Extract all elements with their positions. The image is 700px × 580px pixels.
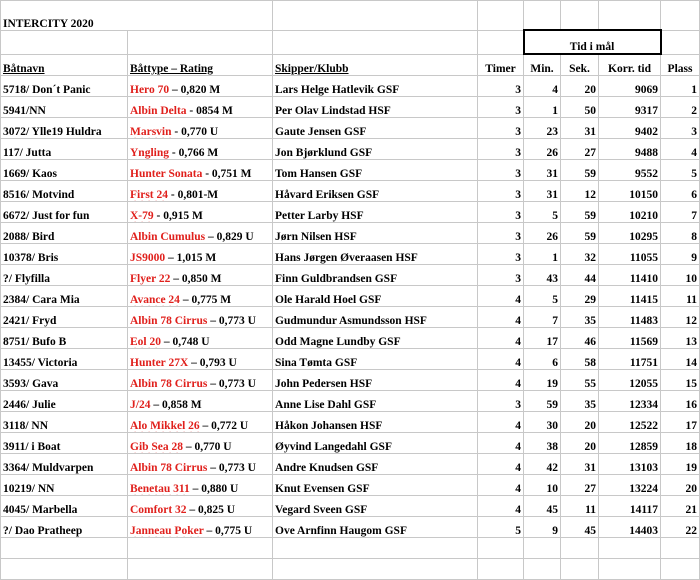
- col-header-baattype[interactable]: [128, 54, 273, 76]
- boat-rating: - 0,915 M: [153, 210, 203, 222]
- boat-type-cell[interactable]: [128, 286, 273, 307]
- plass-cell[interactable]: 7: [661, 202, 700, 223]
- col-header-plass[interactable]: Plass: [661, 54, 700, 76]
- min-cell[interactable]: 42: [524, 454, 561, 475]
- skipper-cell[interactable]: Håkon Johansen HSF: [273, 412, 478, 433]
- boat-type-cell[interactable]: [128, 244, 273, 265]
- plass-cell[interactable]: 5: [661, 160, 700, 181]
- timer-cell[interactable]: 3: [478, 391, 524, 412]
- cell[interactable]: [478, 559, 524, 580]
- cell[interactable]: [661, 30, 700, 54]
- sek-cell[interactable]: 31: [561, 454, 599, 475]
- skipper-cell[interactable]: Anne Lise Dahl GSF: [273, 391, 478, 412]
- sek-cell[interactable]: 20: [561, 412, 599, 433]
- timer-cell[interactable]: 3: [478, 244, 524, 265]
- skipper-cell[interactable]: Jørn Nilsen HSF: [273, 223, 478, 244]
- plass-cell[interactable]: 9: [661, 244, 700, 265]
- boat-type-name: Yngling: [130, 147, 169, 159]
- plass-cell[interactable]: 11: [661, 286, 700, 307]
- min-cell[interactable]: 31: [524, 181, 561, 202]
- cell[interactable]: [599, 1, 661, 31]
- boat-name-cell[interactable]: 3118/ NN: [1, 412, 128, 433]
- boat-type-cell[interactable]: [128, 181, 273, 202]
- boat-type-cell[interactable]: [128, 76, 273, 97]
- table-row: [1, 265, 700, 286]
- korr-tid-cell[interactable]: 11569: [599, 328, 661, 349]
- korr-tid-cell[interactable]: 10150: [599, 181, 661, 202]
- boat-type-cell[interactable]: [128, 496, 273, 517]
- boat-type-cell[interactable]: [128, 475, 273, 496]
- boat-rating: - 0,801-M: [168, 189, 219, 201]
- timer-cell[interactable]: 3: [478, 76, 524, 97]
- boat-name-cell[interactable]: 2384/ Cara Mia: [1, 286, 128, 307]
- plass-cell[interactable]: 22: [661, 517, 700, 538]
- min-cell[interactable]: 1: [524, 244, 561, 265]
- boat-rating: – 0,820 M: [169, 84, 221, 96]
- boat-type-name: Hunter 27X: [130, 357, 189, 369]
- cell[interactable]: [273, 30, 478, 54]
- cell[interactable]: [1, 559, 128, 580]
- skipper-cell[interactable]: Finn Guldbrandsen GSF: [273, 265, 478, 286]
- boat-type-cell[interactable]: [128, 307, 273, 328]
- skipper-cell[interactable]: Ove Arnfinn Haugom GSF: [273, 517, 478, 538]
- boat-name-cell[interactable]: 3593/ Gava: [1, 370, 128, 391]
- plass-cell[interactable]: 1: [661, 76, 700, 97]
- korr-tid-cell[interactable]: 11483: [599, 307, 661, 328]
- cell[interactable]: [561, 559, 599, 580]
- table-row: [1, 328, 700, 349]
- sek-cell[interactable]: 35: [561, 391, 599, 412]
- boat-name-cell[interactable]: 5718/ Don´t Panic: [1, 76, 128, 97]
- table-row: [1, 307, 700, 328]
- plass-cell[interactable]: 14: [661, 349, 700, 370]
- boat-type-name: JS9000: [130, 252, 166, 264]
- min-cell[interactable]: 19: [524, 370, 561, 391]
- skipper-cell[interactable]: John Pedersen HSF: [273, 370, 478, 391]
- boat-type-name: Hero 70: [130, 84, 170, 96]
- col-header-baatnavn[interactable]: [1, 54, 128, 76]
- sek-cell[interactable]: 59: [561, 160, 599, 181]
- timer-cell[interactable]: 3: [478, 223, 524, 244]
- min-cell[interactable]: 6: [524, 349, 561, 370]
- plass-cell[interactable]: 17: [661, 412, 700, 433]
- timer-cell[interactable]: 3: [478, 202, 524, 223]
- plass-cell[interactable]: 16: [661, 391, 700, 412]
- sek-cell[interactable]: 20: [561, 433, 599, 454]
- boat-type-cell[interactable]: [128, 328, 273, 349]
- boat-name-cell[interactable]: 2421/ Fryd: [1, 307, 128, 328]
- boat-name-cell[interactable]: 10219/ NN: [1, 475, 128, 496]
- boat-rating: – 0,775 U: [203, 525, 253, 537]
- cell[interactable]: [599, 538, 661, 559]
- korr-tid-cell[interactable]: 14403: [599, 517, 661, 538]
- boat-name-cell[interactable]: ?/ Dao Pratheep: [1, 517, 128, 538]
- boat-rating: – 0,770 U: [183, 441, 232, 453]
- boat-type-name: Alo Mikkel 26: [130, 420, 200, 432]
- boat-rating: - 0,770 U: [171, 126, 219, 138]
- table-row: [1, 475, 700, 496]
- cell[interactable]: [128, 30, 273, 54]
- table-row: [1, 244, 700, 265]
- timer-cell[interactable]: 4: [478, 328, 524, 349]
- sek-cell[interactable]: 12: [561, 181, 599, 202]
- table-row: [1, 370, 700, 391]
- boat-type-cell[interactable]: [128, 223, 273, 244]
- empty-row: [1, 538, 700, 559]
- korr-tid-cell[interactable]: 9552: [599, 160, 661, 181]
- boat-type-name: Comfort 32: [130, 504, 187, 516]
- boat-name-cell[interactable]: 8751/ Bufo B: [1, 328, 128, 349]
- boat-rating: – 0,829 U: [205, 231, 254, 243]
- sek-cell[interactable]: 59: [561, 202, 599, 223]
- korr-tid-cell[interactable]: 13103: [599, 454, 661, 475]
- boat-name-cell[interactable]: 2088/ Bird: [1, 223, 128, 244]
- cell[interactable]: [1, 538, 128, 559]
- timer-cell[interactable]: 3: [478, 160, 524, 181]
- boat-name-cell[interactable]: 10378/ Bris: [1, 244, 128, 265]
- boat-name-cell[interactable]: 2446/ Julie: [1, 391, 128, 412]
- min-cell[interactable]: 45: [524, 496, 561, 517]
- korr-tid-cell[interactable]: 9488: [599, 139, 661, 160]
- plass-cell[interactable]: 20: [661, 475, 700, 496]
- skipper-cell[interactable]: Jon Bjørklund GSF: [273, 139, 478, 160]
- table-row: [1, 496, 700, 517]
- korr-tid-cell[interactable]: 9402: [599, 118, 661, 139]
- cell[interactable]: [478, 538, 524, 559]
- boat-name-cell[interactable]: 5941/NN: [1, 97, 128, 118]
- min-cell[interactable]: 26: [524, 139, 561, 160]
- min-cell[interactable]: 7: [524, 307, 561, 328]
- boat-type-cell[interactable]: [128, 139, 273, 160]
- boat-type-name: X-79: [130, 210, 154, 222]
- timer-cell[interactable]: 4: [478, 475, 524, 496]
- boat-rating: – 0,858 M: [150, 399, 202, 411]
- plass-cell[interactable]: 6: [661, 181, 700, 202]
- cell[interactable]: [561, 1, 599, 31]
- boat-rating: - 0,766 M: [169, 147, 219, 159]
- boat-rating: – 0,793 U: [188, 357, 237, 369]
- boat-name-cell[interactable]: 3364/ Muldvarpen: [1, 454, 128, 475]
- korr-tid-cell[interactable]: 10210: [599, 202, 661, 223]
- boat-type-name: J/24: [130, 399, 151, 411]
- boat-name-cell[interactable]: 13455/ Victoria: [1, 349, 128, 370]
- sek-cell[interactable]: 46: [561, 328, 599, 349]
- timer-cell[interactable]: 4: [478, 433, 524, 454]
- empty-row: [1, 559, 700, 580]
- boat-name-cell[interactable]: 3072/ Ylle19 Huldra: [1, 118, 128, 139]
- plass-cell[interactable]: 10: [661, 265, 700, 286]
- korr-tid-cell[interactable]: 12522: [599, 412, 661, 433]
- min-cell[interactable]: 4: [524, 76, 561, 97]
- cell[interactable]: [524, 559, 561, 580]
- boat-type-cell[interactable]: [128, 391, 273, 412]
- timer-cell[interactable]: 4: [478, 286, 524, 307]
- min-cell[interactable]: 26: [524, 223, 561, 244]
- skipper-cell[interactable]: Odd Magne Lundby GSF: [273, 328, 478, 349]
- boat-type-name: Avance 24: [130, 294, 180, 306]
- boat-rating: – 0,850 M: [170, 273, 222, 285]
- table-row: [1, 349, 700, 370]
- boat-type-cell[interactable]: [128, 433, 273, 454]
- min-cell[interactable]: 17: [524, 328, 561, 349]
- sek-cell[interactable]: 29: [561, 286, 599, 307]
- skipper-cell[interactable]: Lars Helge Hatlevik GSF: [273, 76, 478, 97]
- cell[interactable]: [661, 1, 700, 31]
- sek-cell[interactable]: 31: [561, 118, 599, 139]
- boat-type-name: Gib Sea 28: [130, 441, 184, 453]
- min-cell[interactable]: 59: [524, 391, 561, 412]
- boat-rating: - 0,751 M: [202, 168, 252, 180]
- skipper-cell[interactable]: Sina Tømta GSF: [273, 349, 478, 370]
- sek-cell[interactable]: 50: [561, 97, 599, 118]
- min-cell[interactable]: 5: [524, 202, 561, 223]
- boat-type-cell[interactable]: [128, 265, 273, 286]
- korr-tid-cell[interactable]: 9317: [599, 97, 661, 118]
- korr-tid-cell[interactable]: 11415: [599, 286, 661, 307]
- min-cell[interactable]: 9: [524, 517, 561, 538]
- skipper-cell[interactable]: Gaute Jensen GSF: [273, 118, 478, 139]
- korr-tid-cell[interactable]: 13224: [599, 475, 661, 496]
- cell[interactable]: [599, 559, 661, 580]
- col-header-timer[interactable]: Timer: [478, 54, 524, 76]
- boat-rating: - 0854 M: [186, 105, 233, 117]
- boat-rating: – 0,880 U: [189, 483, 239, 495]
- korr-tid-cell[interactable]: 11410: [599, 265, 661, 286]
- table-row: [1, 76, 700, 97]
- timer-cell[interactable]: 4: [478, 370, 524, 391]
- boat-type-cell[interactable]: [128, 454, 273, 475]
- boat-rating: – 0,772 U: [199, 420, 249, 432]
- boat-type-name: Albin 78 Cirrus: [130, 378, 208, 390]
- korr-tid-cell[interactable]: 12859: [599, 433, 661, 454]
- cell[interactable]: [1, 30, 128, 54]
- korr-tid-cell[interactable]: 10295: [599, 223, 661, 244]
- header-row: [1, 54, 700, 76]
- plass-cell[interactable]: 3: [661, 118, 700, 139]
- boat-type-name: Albin 78 Cirrus: [130, 315, 208, 327]
- table-row: [1, 223, 700, 244]
- cell[interactable]: [661, 538, 700, 559]
- boat-name-cell[interactable]: 117/ Jutta: [1, 139, 128, 160]
- sek-cell[interactable]: 35: [561, 307, 599, 328]
- boat-type-cell[interactable]: [128, 370, 273, 391]
- boat-name-cell[interactable]: ?/ Flyfilla: [1, 265, 128, 286]
- cell[interactable]: [524, 1, 561, 31]
- sek-cell[interactable]: 59: [561, 223, 599, 244]
- boat-type-cell[interactable]: [128, 160, 273, 181]
- boat-name-cell[interactable]: 1669/ Kaos: [1, 160, 128, 181]
- boat-name-cell[interactable]: 8516/ Motvind: [1, 181, 128, 202]
- skipper-cell[interactable]: Knut Evensen GSF: [273, 475, 478, 496]
- table-row: [1, 118, 700, 139]
- plass-cell[interactable]: 18: [661, 433, 700, 454]
- cell[interactable]: [273, 1, 478, 31]
- cell[interactable]: [524, 538, 561, 559]
- korr-tid-cell[interactable]: 14117: [599, 496, 661, 517]
- min-cell[interactable]: 31: [524, 160, 561, 181]
- boat-type-name: Marsvin: [130, 126, 172, 138]
- boat-rating: – 0,773 U: [207, 315, 256, 327]
- skipper-cell[interactable]: Hans Jørgen Øveraasen HSF: [273, 244, 478, 265]
- cell[interactable]: [561, 538, 599, 559]
- header-label: Skipper/Klubb: [275, 63, 349, 75]
- table-row: [1, 517, 700, 538]
- min-cell[interactable]: 1: [524, 97, 561, 118]
- skipper-cell[interactable]: Vegard Sveen GSF: [273, 496, 478, 517]
- timer-cell[interactable]: 4: [478, 349, 524, 370]
- cell[interactable]: [128, 538, 273, 559]
- timer-cell[interactable]: 3: [478, 181, 524, 202]
- boat-type-name: Janneau Poker: [130, 525, 204, 537]
- boat-type-name: Hunter Sonata: [130, 168, 203, 180]
- cell[interactable]: [478, 30, 524, 54]
- sek-cell[interactable]: 45: [561, 517, 599, 538]
- boat-rating: – 1,015 M: [165, 252, 217, 264]
- table-row: [1, 433, 700, 454]
- korr-tid-cell[interactable]: 11055: [599, 244, 661, 265]
- timer-cell[interactable]: 3: [478, 139, 524, 160]
- min-cell[interactable]: 5: [524, 286, 561, 307]
- korr-tid-cell[interactable]: 9069: [599, 76, 661, 97]
- boat-rating: – 0,748 U: [161, 336, 210, 348]
- boat-type-cell[interactable]: [128, 202, 273, 223]
- boat-type-name: Albin 78 Cirrus: [130, 462, 208, 474]
- sek-cell[interactable]: 27: [561, 139, 599, 160]
- boat-type-name: Albin Delta: [130, 105, 187, 117]
- sek-cell[interactable]: 32: [561, 244, 599, 265]
- boat-rating: – 0,825 U: [186, 504, 236, 516]
- skipper-cell[interactable]: Øyvind Langedahl GSF: [273, 433, 478, 454]
- col-header-sek[interactable]: Sek.: [561, 54, 599, 76]
- table-row: [1, 181, 700, 202]
- timer-cell[interactable]: 4: [478, 412, 524, 433]
- skipper-cell[interactable]: Gudmundur Asmundsson HSF: [273, 307, 478, 328]
- cell[interactable]: [661, 559, 700, 580]
- skipper-cell[interactable]: Per Olav Lindstad HSF: [273, 97, 478, 118]
- table-row: [1, 97, 700, 118]
- boat-type-cell[interactable]: [128, 412, 273, 433]
- skipper-cell[interactable]: Håvard Eriksen GSF: [273, 181, 478, 202]
- table-row: [1, 286, 700, 307]
- header-label: Båttype – Rating: [130, 63, 214, 75]
- skipper-cell[interactable]: Tom Hansen GSF: [273, 160, 478, 181]
- plass-cell[interactable]: 21: [661, 496, 700, 517]
- sek-cell[interactable]: 11: [561, 496, 599, 517]
- table-row: [1, 202, 700, 223]
- plass-cell[interactable]: 4: [661, 139, 700, 160]
- korr-tid-cell[interactable]: 12055: [599, 370, 661, 391]
- tid-i-maal-header[interactable]: Tid i mål: [524, 30, 661, 54]
- boat-type-cell[interactable]: [128, 517, 273, 538]
- min-cell[interactable]: 30: [524, 412, 561, 433]
- boat-type-cell[interactable]: [128, 97, 273, 118]
- table-row: [1, 391, 700, 412]
- timer-cell[interactable]: 4: [478, 454, 524, 475]
- boat-type-cell[interactable]: [128, 349, 273, 370]
- min-cell[interactable]: 23: [524, 118, 561, 139]
- table-row: [1, 412, 700, 433]
- sek-cell[interactable]: 44: [561, 265, 599, 286]
- plass-cell[interactable]: 19: [661, 454, 700, 475]
- cell[interactable]: [478, 1, 524, 31]
- timer-cell[interactable]: 3: [478, 118, 524, 139]
- korr-tid-cell[interactable]: 11751: [599, 349, 661, 370]
- timer-cell[interactable]: 4: [478, 307, 524, 328]
- table-row: [1, 160, 700, 181]
- timer-cell[interactable]: 5: [478, 517, 524, 538]
- min-cell[interactable]: 43: [524, 265, 561, 286]
- plass-cell[interactable]: 15: [661, 370, 700, 391]
- plass-cell[interactable]: 8: [661, 223, 700, 244]
- boat-type-name: Eol 20: [130, 336, 161, 348]
- boat-rating: – 0,773 U: [207, 378, 256, 390]
- boat-type-cell[interactable]: [128, 118, 273, 139]
- cell[interactable]: [128, 559, 273, 580]
- plass-cell[interactable]: 12: [661, 307, 700, 328]
- plass-cell[interactable]: 13: [661, 328, 700, 349]
- boat-name-cell[interactable]: 6672/ Just for fun: [1, 202, 128, 223]
- cell[interactable]: [273, 559, 478, 580]
- min-cell[interactable]: 10: [524, 475, 561, 496]
- skipper-cell[interactable]: Petter Larby HSF: [273, 202, 478, 223]
- col-header-min[interactable]: Min.: [524, 54, 561, 76]
- skipper-cell[interactable]: Andre Knudsen GSF: [273, 454, 478, 475]
- sek-cell[interactable]: 55: [561, 370, 599, 391]
- skipper-cell[interactable]: Ole Harald Hoel GSF: [273, 286, 478, 307]
- plass-cell[interactable]: 2: [661, 97, 700, 118]
- sek-cell[interactable]: 27: [561, 475, 599, 496]
- sek-cell[interactable]: 58: [561, 349, 599, 370]
- header-label: Båtnavn: [3, 63, 45, 75]
- boat-type-name: Albin Cumulus: [130, 231, 206, 243]
- timer-cell[interactable]: 3: [478, 265, 524, 286]
- min-cell[interactable]: 38: [524, 433, 561, 454]
- korr-tid-cell[interactable]: 12334: [599, 391, 661, 412]
- boat-type-name: Benetau 311: [130, 483, 190, 495]
- page-title[interactable]: INTERCITY 2020: [1, 1, 273, 31]
- table-row: [1, 454, 700, 475]
- col-header-korr-tid[interactable]: Korr. tid: [599, 54, 661, 76]
- timer-cell[interactable]: 3: [478, 97, 524, 118]
- boat-rating: – 0,773 U: [207, 462, 256, 474]
- boat-type-name: Flyer 22: [130, 273, 171, 285]
- table-row: [1, 139, 700, 160]
- boat-name-cell[interactable]: 4045/ Marbella: [1, 496, 128, 517]
- boat-rating: – 0,775 M: [179, 294, 232, 306]
- sek-cell[interactable]: 20: [561, 76, 599, 97]
- boat-type-name: First 24: [130, 189, 169, 201]
- cell[interactable]: [273, 538, 478, 559]
- boat-name-cell[interactable]: 3911/ i Boat: [1, 433, 128, 454]
- timer-cell[interactable]: 4: [478, 496, 524, 517]
- col-header-skipper[interactable]: [273, 54, 478, 76]
